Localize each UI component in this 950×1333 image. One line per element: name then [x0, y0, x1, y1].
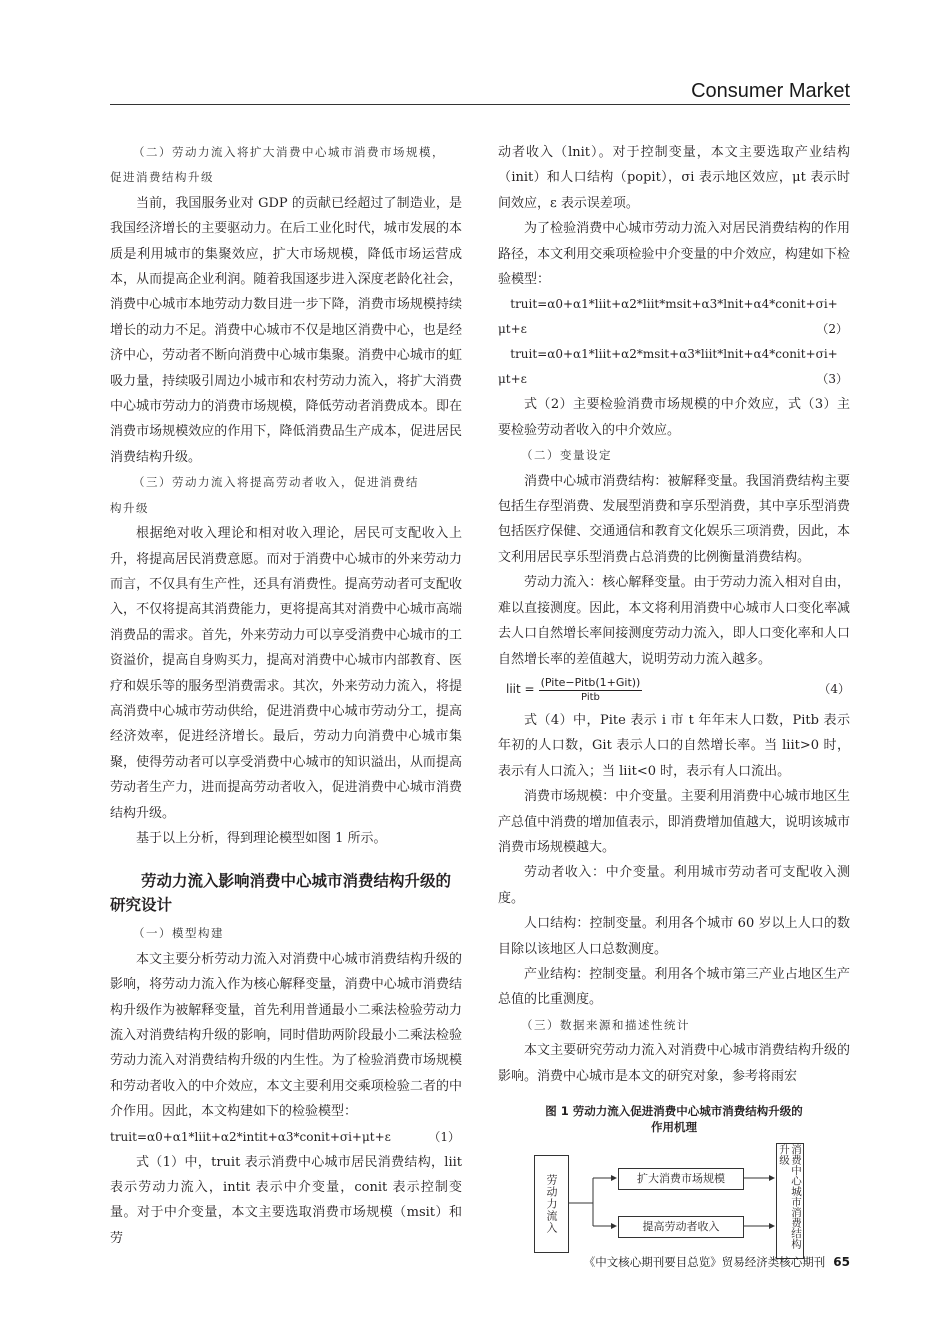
subheading-2: （二）劳动力流入将扩大消费中心城市消费市场规模， [133, 145, 445, 159]
journal-title: Consumer Market [691, 80, 850, 102]
equation-3 [498, 342, 850, 392]
figure-box-consumption-upgrade: 消费中心城市消费结构升级 [776, 1143, 804, 1259]
subheading-variables: （二）变量设定 [521, 448, 612, 463]
page-footer [584, 1254, 850, 1270]
equation-1 [110, 1125, 462, 1150]
equation-1-number: （1） [428, 1129, 460, 1144]
footer-journal: 《中文核心期刊要目总览》贸易经济类核心期刊 [583, 1255, 826, 1269]
paragraph: 动者收入（lnit）。对于控制变量，本文主要选取产业结构（init）和人口结构（popit），σi 表示地区效应，μt 表示时间效应，ε 表示误差项。 [498, 145, 850, 211]
figure-box-income: 提高劳动者收入 [618, 1216, 744, 1238]
subheading-3-cont: 构升级 [110, 500, 149, 515]
equation-4-lhs: liit = [506, 682, 535, 697]
equation-4-numerator: (Pite−Pitb(1+Git)) [540, 675, 641, 689]
paragraph: 消费市场规模：中介变量。主要利用消费中心城市地区生产总值中消费的增加值表示，即消费增加值越大，说明该城市消费市场规模越大。 [498, 789, 850, 855]
section-title: 劳动力流入影响消费中心城市消费结构升级的研究设计 [110, 872, 452, 915]
equation-4-number: （4） [818, 682, 850, 697]
subheading-3: （三）劳动力流入将提高劳动者收入，促进消费结 [133, 475, 419, 490]
paragraph: 本文主要研究劳动力流入对消费中心城市消费结构升级的影响。消费中心城市是本文的研究对象，参考将雨宏 [498, 1043, 850, 1084]
equation-3-number: （3） [816, 372, 848, 387]
equation-4 [498, 672, 850, 708]
paragraph: 人口结构：控制变量。利用各个城市 60 岁以上人口的数目除以该地区人口总数测度。 [498, 916, 850, 957]
paragraph: 劳动力流入：核心解释变量。由于劳动力流入相对自由，难以直接测度。因此，本文将利用消费中心城市人口变化率减去人口自然增长率间接测度劳动力流入，即人口变化率和人口自然增长率的差值越大，说明劳动力流入越多。 [498, 575, 850, 667]
paragraph: 式（4）中，Pite 表示 i 市 t 年年末人口数，Pitb 表示年初的人口数，Git 表示人口的自然增长率。当 liit>0 时，表示有人口流入；当 liit<0 时，表示有人口流出。 [498, 712, 850, 779]
paragraph: 根据绝对收入理论和相对收入理论，居民可支配收入上升，将提高居民消费意愿。而对于消费中心城市的外来劳动力而言，不仅具有生产性，还具有消费性。提高劳动者可支配收入，不仅将提高其消费能力，更将提高其对消费中心城市高端消费品的需求。首先，外来劳动力可以享受消费中心城市的工资溢价，提高自身购买力，提高对消费中心城市内部教育、医疗和娱乐等的服务型消费需求。其次，外来劳动力流入，将提高消费中心城市劳动供给，促进消费中心城市劳动分工，提高经济效率，促进经济增长。最后，劳动力向消费中心城市集聚，使得劳动者可以享受消费中心城市的知识溢出，从而提高劳动者生产力，进而提高劳动者收入，促进消费中心城市消费结构升级。 [110, 526, 462, 821]
paragraph: 为了检验消费中心城市劳动力流入对居民消费结构的作用路径，本文利用交乘项检验中介变量的中介效应，构建如下检验模型： [498, 221, 850, 288]
subheading-2-cont: 促进消费结构升级 [110, 170, 214, 185]
paragraph: 劳动者收入：中介变量。利用城市劳动者可支配收入测度。 [498, 865, 850, 906]
paragraph: 式（1）中，truit 表示消费中心城市居民消费结构，liit 表示劳动力流入，intit 表示中介变量，conit 表示控制变量。对于中介变量，本文主要选取消费市场规模（msit）和劳 [110, 1154, 462, 1246]
subheading-model: （一）模型构建 [133, 926, 224, 941]
equation-2-body: truit=α0+α1*liit+α2*liit*msit+α3*lnit+α4*conit+σi+ [510, 297, 838, 312]
figure-box-labor-inflow: 劳动力流入 [534, 1155, 569, 1253]
paragraph: 当前，我国服务业对 GDP 的贡献已经超过了制造业，是我国经济增长的主要驱动力。在后工业化时代，城市发展的本质是利用城市的集聚效应，扩大市场规模，降低市场运营成本，从而提高企业利润。随着我国逐步进入深度老龄化社会，消费中心城市本地劳动力数目进一步下降，消费市场规模持续增长的动力不足。消费中心城市不仅是地区消费中心，也是经济中心，劳动者不断向消费中心城市集聚。消费中心城市的虹吸力量，持续吸引周边小城市和农村劳动力流入，将扩大消费中心城市劳动力的消费市场规模，降低劳动者消费成本。即在消费市场规模效应的作用下，降低消费品生产成本，促进居民消费结构升级。 [110, 195, 462, 465]
header-rule [110, 104, 850, 105]
equation-1-body: truit=α0+α1*liit+α2*intit+α3*conit+σi+μt+ε [110, 1129, 391, 1144]
left-column [110, 140, 462, 1251]
paragraph: 产业结构：控制变量。利用各个城市第三产业占地区生产总值的比重测度。 [498, 966, 850, 1008]
paragraph: 消费中心城市消费结构：被解释变量。我国消费结构主要包括生存型消费、发展型消费和享乐型消费，其中享乐型消费包括医疗保健、交通通信和教育文化娱乐三项消费，因此，本文利用居民享乐型消费占总消费的比例衡量消费结构。 [498, 473, 850, 565]
equation-3-cont: μt+ε [498, 372, 527, 387]
equation-2-number: （2） [816, 322, 848, 337]
equation-4-denominator: Pitb [581, 691, 600, 703]
paragraph: 基于以上分析，得到理论模型如图 1 所示。 [136, 830, 387, 846]
figure-box-market-scale: 扩大消费市场规模 [618, 1168, 744, 1190]
subheading-data: （三）数据来源和描述性统计 [521, 1017, 690, 1032]
equation-2 [498, 292, 850, 342]
figure-caption-line2: 作用机理 [651, 1120, 697, 1134]
equation-3-body: truit=α0+α1*liit+α2*msit+α3*liit*lnit+α4*conit+σi+ [510, 347, 838, 362]
right-column [498, 140, 850, 1259]
equation-2-cont: μt+ε [498, 322, 527, 337]
paragraph: 本文主要分析劳动力流入对消费中心城市消费结构升级的影响，将劳动力流入作为核心解释变量，消费中心城市消费结构升级作为被解释变量，首先利用普通最小二乘法检验劳动力流入对消费结构升级的影响，同时借助两阶段最小二乘法检验劳动力流入对消费结构升级的内生性。为了检验消费市场规模和劳动者收入的中介效应，本文主要利用交乘项检验二者的中介作用。因此，本文构建如下的检验模型： [110, 951, 462, 1120]
figure-caption [498, 1103, 850, 1135]
figure-1-diagram [498, 1141, 850, 1259]
page-number: 65 [833, 1255, 850, 1269]
paragraph: 式（2）主要检验消费市场规模的中介效应，式（3）主要检验劳动者收入的中介效应。 [498, 397, 850, 438]
figure-caption-line1: 图 1 劳动力流入促进消费中心城市消费结构升级的 [545, 1104, 803, 1118]
